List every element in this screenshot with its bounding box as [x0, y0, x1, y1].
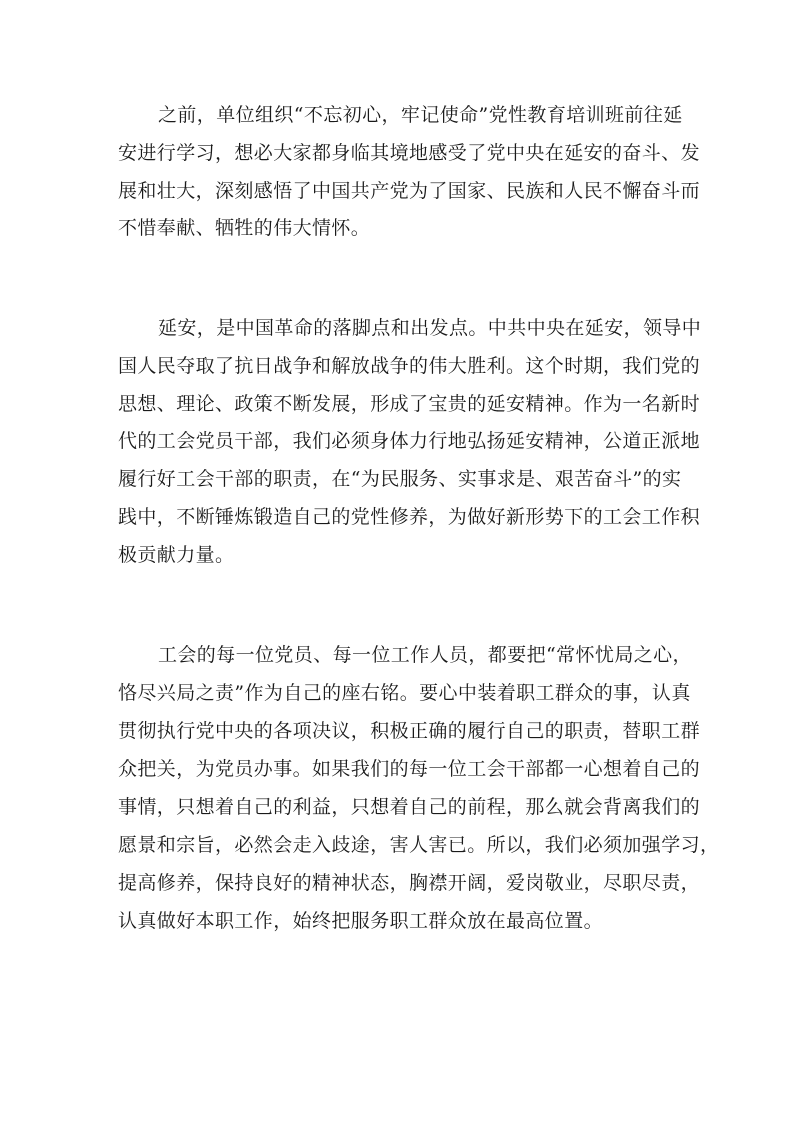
paragraph-line: 国人民夺取了抗日战争和解放战争的伟大胜利。这个时期，我们党的: [118, 355, 701, 377]
paragraph-line: 工会的每一位党员、每一位工作人员，都要把“常怀忧局之心，: [158, 644, 692, 666]
paragraph-line: 之前，单位组织“不忘初心，牢记使命”党性教育培训班前往延: [158, 104, 683, 126]
paragraph-line: 代的工会党员干部，我们必须身体力行地弘扬延安精神，公道正派地: [118, 430, 701, 452]
paragraph-line: 提高修养，保持良好的精神状态，胸襟开阔，爱岗敬业，尽职尽责，: [118, 872, 701, 894]
paragraph-line: 众把关，为党员办事。如果我们的每一位工会干部都一心想着自己的: [118, 758, 701, 780]
paragraph-line: 践中，不断锤炼锻造自己的党性修养，为做好新形势下的工会工作积: [118, 506, 701, 528]
paragraph-line: 愿景和宗旨，必然会走入歧途，害人害已。所以，我们必须加强学习，: [118, 834, 720, 856]
paragraph-line: 安进行学习，想必大家都身临其境地感受了党中央在延安的奋斗、发: [118, 142, 701, 164]
paragraph-line: 不惜奉献、牺牲的伟大情怀。: [118, 217, 371, 239]
paragraph-line: 延安，是中国革命的落脚点和出发点。中共中央在延安，领导中: [158, 317, 702, 339]
paragraph-line: 贯彻执行党中央的各项决议，积极正确的履行自己的职责，替职工群: [118, 720, 701, 742]
paragraph-line: 恪尽兴局之责”作为自己的座右铭。要心中装着职工群众的事，认真: [118, 682, 691, 704]
paragraph-line: 极贡献力量。: [118, 544, 235, 566]
paragraph-line: 履行好工会干部的职责，在“为民服务、实事求是、艰苦奋斗”的实: [118, 468, 682, 490]
paragraph-line: 思想、理论、政策不断发展，形成了宝贵的延安精神。作为一名新时: [118, 393, 701, 415]
paragraph-line: 事情，只想着自己的利益，只想着自己的前程，那么就会背离我们的: [118, 796, 701, 818]
paragraph-line: 展和壮大，深刻感悟了中国共产党为了国家、民族和人民不懈奋斗而: [118, 180, 701, 202]
paragraph-line: 认真做好本职工作，始终把服务职工群众放在最高位置。: [118, 910, 604, 932]
